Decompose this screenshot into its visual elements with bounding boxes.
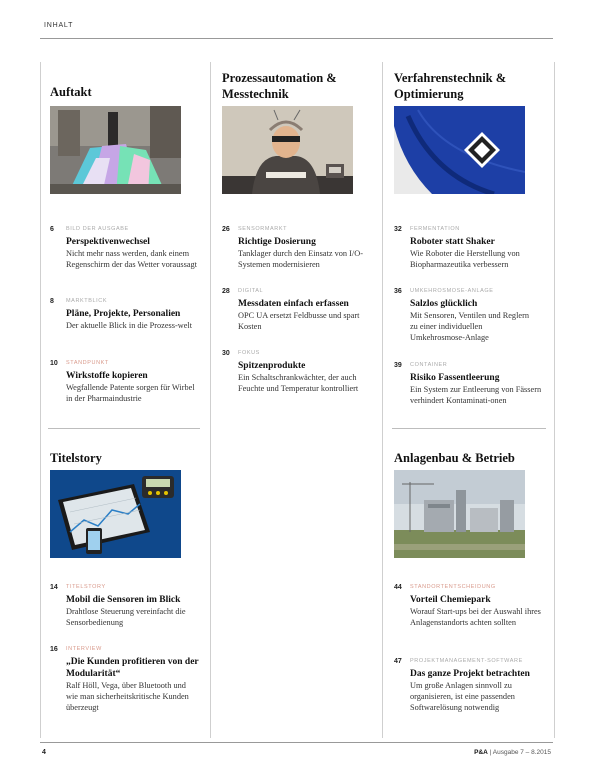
kicker: INTERVIEW — [66, 646, 102, 652]
kicker: MARKTBLICK — [66, 298, 108, 304]
page-number: 47 — [394, 658, 402, 665]
issue-info: P&A | Ausgabe 7 – 8.2015 — [474, 749, 551, 756]
article-summary: Worauf Start-ups bei der Auswahl ihres Anlagenstandorts achten sollten — [410, 607, 541, 628]
section-title-prozessautomation: Prozessautomation & Messtechnik — [222, 71, 337, 101]
article-title: Richtige Dosierung — [238, 237, 316, 247]
section-label: INHALT — [44, 22, 74, 29]
footer-divider — [40, 742, 553, 743]
page-number: 10 — [50, 360, 58, 367]
page-number: 30 — [222, 350, 230, 357]
section-title-titelstory: Titelstory — [50, 451, 102, 465]
column-divider-left — [40, 62, 41, 738]
section-title-auftakt: Auftakt — [50, 85, 92, 99]
page-number: 32 — [394, 226, 402, 233]
article-summary: Wegfallende Patente sorgen für Wirbel in der Pharmaindustrie — [66, 383, 195, 404]
umbrella-photo — [50, 106, 181, 194]
header-divider — [40, 38, 553, 39]
page-number: 39 — [394, 362, 402, 369]
article-summary: Der aktuelle Blick in die Prozess-welt — [66, 321, 193, 330]
kicker: SENSORMARKT — [238, 226, 288, 232]
section-title-anlagenbau: Anlagenbau & Betrieb — [394, 451, 515, 465]
article-summary: Ralf Höll, Vega, über Bluetooth und wie man sicherheitskritische Kunden überzeugt — [66, 681, 189, 713]
kicker: FOKUS — [238, 350, 260, 356]
article-summary: Mit Sensoren, Ventilen und Reglern zu einer individuellen Umkehrosmose-Anlage — [410, 311, 529, 343]
kicker: CONTAINER — [410, 362, 448, 368]
article-title: Wirkstoffe kopieren — [66, 371, 148, 381]
kicker: STANDORTENTSCHEIDUNG — [410, 584, 496, 590]
article-title: Salzlos glücklich — [410, 299, 478, 309]
scientist-photo — [222, 106, 353, 194]
column-divider-1 — [210, 62, 211, 738]
page-number: 14 — [50, 584, 58, 591]
kicker: DIGITAL — [238, 288, 264, 294]
kicker: BILD DER AUSGABE — [66, 226, 129, 232]
article-summary: Wie Roboter die Herstellung von Biopharmazeutika verbessern — [410, 249, 520, 270]
kicker: UMKEHROSMOSE-ANLAGE — [410, 288, 494, 294]
kicker: TITELSTORY — [66, 584, 106, 590]
page-number: 36 — [394, 288, 402, 295]
article-title: Pläne, Projekte, Personalien — [66, 309, 181, 319]
article-summary: Ein Schaltschrankwächter, der auch Feuchte und Temperatur kontrolliert — [238, 373, 359, 394]
barrel-photo — [394, 106, 525, 194]
section-divider-verfahren — [392, 428, 546, 429]
article-title: Perspektivenwechsel — [66, 237, 150, 247]
article-title: Roboter statt Shaker — [410, 237, 495, 247]
article-summary: Um große Anlagen sinnvoll zu organisieren, ist eine passenden Softwarelösung notwendig — [410, 681, 515, 713]
page-number: 44 — [394, 584, 402, 591]
issue-number: Ausgabe 7 – 8.2015 — [492, 749, 551, 756]
article-title: „Die Kunden profitieren von der Modularität“ — [66, 657, 199, 679]
column-divider-2 — [382, 62, 383, 738]
article-summary: Ein System zur Entleerung von Fässern verhindert Kontaminati-onen — [410, 385, 542, 406]
article-title: Risiko Fassentleerung — [410, 373, 500, 383]
section-title-verfahrenstechnik: Verfahrenstechnik & Optimierung — [394, 71, 507, 101]
article-summary: Tanklager durch den Einsatz von I/O-Systemen modernisieren — [238, 249, 363, 270]
article-summary: OPC UA ersetzt Feldbusse und spart Kosten — [238, 311, 360, 332]
article-summary: Drahtlose Steuerung vereinfacht die Sensorbedienung — [66, 607, 186, 628]
column-divider-right — [554, 62, 555, 738]
page-number: 26 — [222, 226, 230, 233]
article-title: Mobil die Sensoren im Blick — [66, 595, 181, 605]
article-title: Vorteil Chemiepark — [410, 595, 491, 605]
article-title: Spitzenprodukte — [238, 361, 306, 371]
page-number: 6 — [50, 226, 54, 233]
page-number: 8 — [50, 298, 54, 305]
kicker: STANDPUNKT — [66, 360, 109, 366]
kicker: PROJEKTMANAGEMENT-SOFTWARE — [410, 658, 523, 664]
magazine-name: P&A — [474, 749, 488, 756]
page-number-footer: 4 — [42, 749, 46, 756]
kicker: FERMENTATION — [410, 226, 460, 232]
article-summary: Nicht mehr nass werden, dank einem Regenschirm der das Wetter voraussagt — [66, 249, 197, 270]
page-number: 28 — [222, 288, 230, 295]
article-title: Das ganze Projekt betrachten — [410, 669, 530, 679]
article-title: Messdaten einfach erfassen — [238, 299, 349, 309]
section-divider-auftakt — [48, 428, 200, 429]
page-number: 16 — [50, 646, 58, 653]
tablet-photo — [50, 470, 181, 558]
industrial-site-photo — [394, 470, 525, 558]
